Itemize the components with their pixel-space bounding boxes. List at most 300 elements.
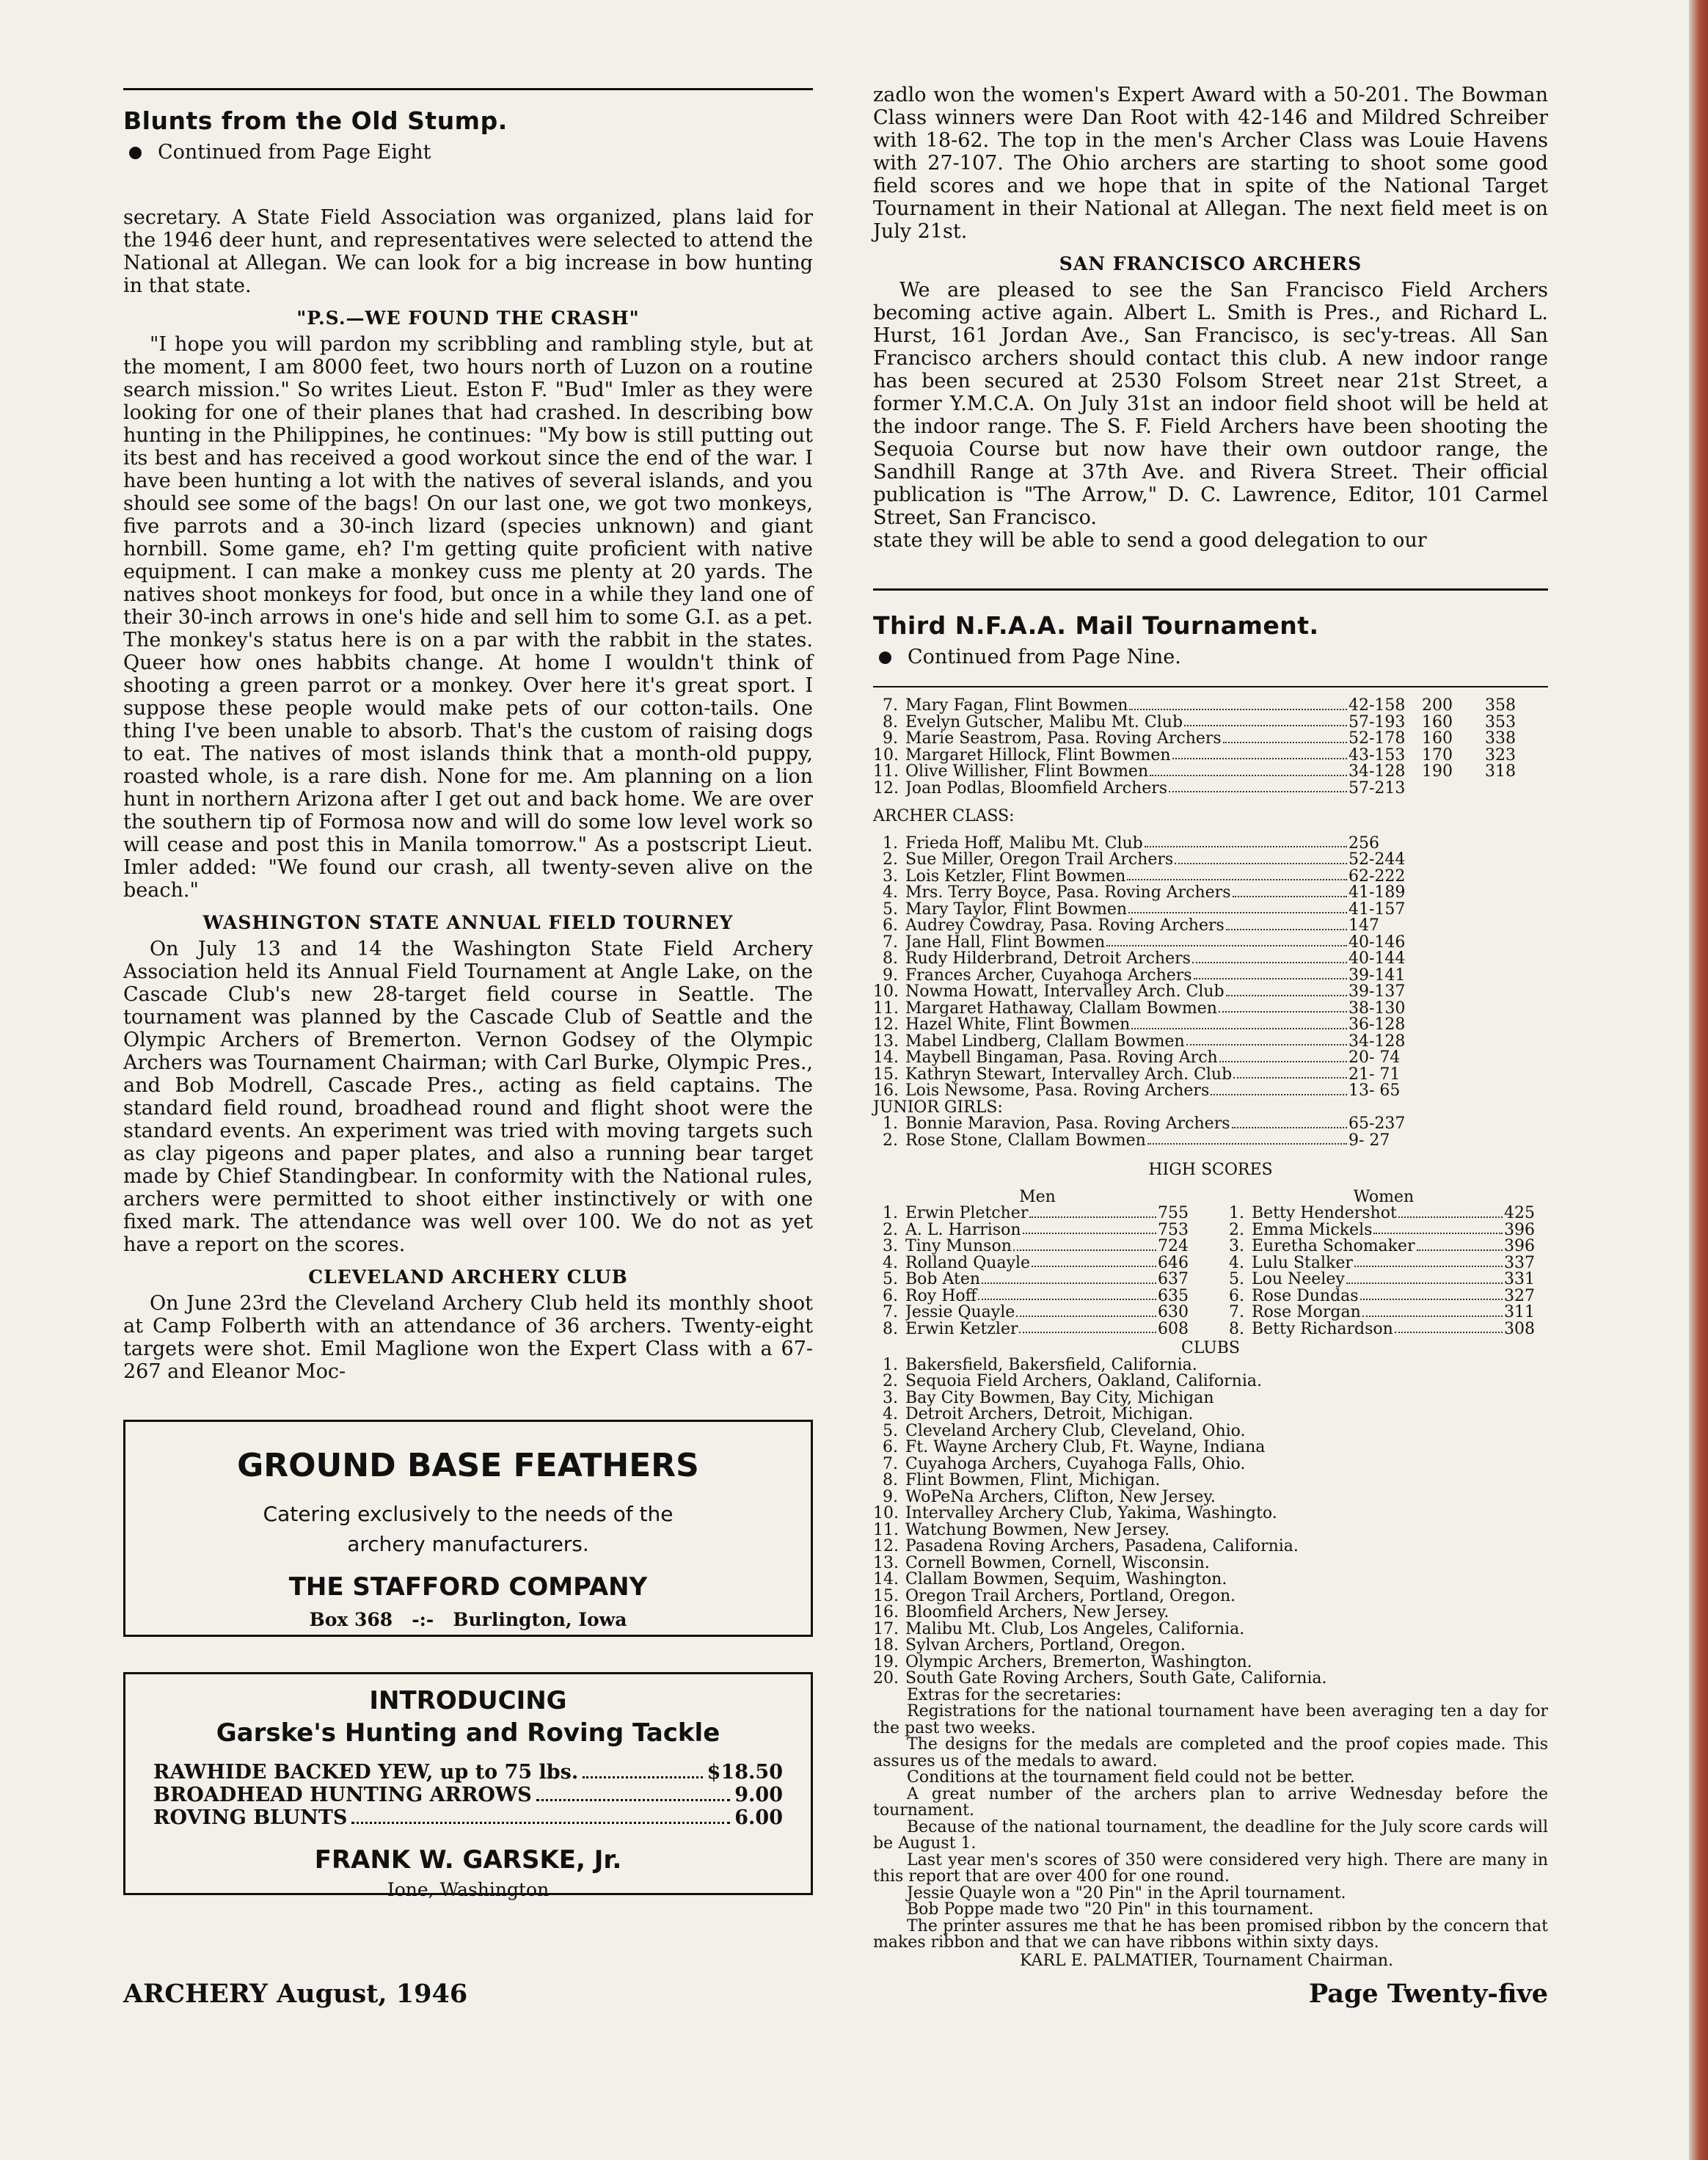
score: 39-137 xyxy=(1348,982,1406,1001)
washington-heading: WASHINGTON STATE ANNUAL FIELD TOURNEY xyxy=(202,912,734,933)
entrant xyxy=(905,1271,1158,1288)
score: 425 xyxy=(1504,1204,1535,1222)
result-row xyxy=(1219,1205,1548,1222)
result-row xyxy=(873,1133,1548,1150)
club-name: Sylvan Archers, Portland, Oregon. xyxy=(905,1636,1186,1654)
club-item xyxy=(873,1671,1548,1688)
club-item xyxy=(873,1440,1548,1456)
club-number: 11. xyxy=(873,1520,899,1539)
entrant-name: Euretha Schomaker xyxy=(1252,1238,1415,1255)
club-item xyxy=(873,1605,1548,1621)
score: 38-130 xyxy=(1348,999,1406,1018)
club-number: 17. xyxy=(873,1619,899,1638)
bullet-icon xyxy=(879,652,891,664)
entrant xyxy=(1252,1205,1504,1222)
ad2-item: ROVING BLUNTS 6.00 xyxy=(153,1806,783,1829)
entrant xyxy=(905,951,1348,968)
entrant xyxy=(905,1083,1348,1100)
result-row xyxy=(873,935,1548,952)
entrant xyxy=(905,748,1348,765)
ad2-title: INTRODUCING xyxy=(369,1686,567,1715)
blunts-continued xyxy=(129,141,813,164)
result-row xyxy=(873,1255,1202,1272)
entrant-name: Audrey Cowdray, Pasa. Roving Archers xyxy=(905,918,1225,935)
junior-girls-results xyxy=(873,1116,1548,1149)
club-name: Ft. Wayne Archery Club, Ft. Wayne, Indiana xyxy=(905,1438,1266,1456)
score: 43-153 xyxy=(1348,745,1406,765)
result-row xyxy=(873,866,1548,886)
club-number: 19. xyxy=(873,1652,899,1671)
rank: 1. xyxy=(883,1114,898,1133)
score: 635 xyxy=(1158,1286,1189,1305)
result-row xyxy=(873,1017,1548,1034)
result-row xyxy=(873,885,1548,902)
ad1-address: Box 368 -:- Burlington, Iowa xyxy=(309,1609,627,1630)
club-number: 2. xyxy=(883,1372,898,1390)
entrant xyxy=(905,1238,1158,1255)
clubs-heading: CLUBS xyxy=(1180,1339,1241,1357)
rank: 2. xyxy=(883,1220,898,1239)
entrant xyxy=(905,764,1348,781)
entrant-name: Bonnie Maravion, Pasa. Roving Archers xyxy=(905,1116,1230,1133)
club-item xyxy=(873,1621,1548,1638)
entrant-name: Margaret Hillock, Flint Bowmen xyxy=(905,747,1171,764)
club-item xyxy=(873,1390,1548,1407)
result-row xyxy=(1219,1305,1548,1321)
entrant xyxy=(905,918,1348,935)
score-total xyxy=(1485,781,1548,798)
result-row xyxy=(873,1271,1202,1288)
club-name: Cornell Bowmen, Cornell, Wisconsin. xyxy=(905,1553,1210,1572)
result-row xyxy=(873,1321,1202,1338)
sf-text: We are pleased to see the San Francisco Field Archers becoming active again. Albert L. Smith is Pres., and Richard L. Hurst, 161 Jordan Ave., San Francisco, is sec'y-treas. All San Francisco archers should contact this club. A new indoor range has been secured at 2530 Folsom Street near 21st Street, a former Y.M.C.A. On July 31st an indoor field shoot will be held at the indoor range. The S. F. Field Archers have been shooting the Sequoia Course but now have their own outdoor range, the Sandhill Range at 37th Ave. and Rivera Street. Their official publication is "The Arrow," D. C. Lawrence, Editor, 101 Carmel Street, San Francisco. xyxy=(873,279,1548,529)
result-row xyxy=(873,1288,1202,1305)
result-row xyxy=(1219,1288,1548,1305)
ad1-line2: archery manufacturers. xyxy=(347,1532,589,1556)
rank: 5. xyxy=(883,1270,898,1288)
rank: 15. xyxy=(873,1065,899,1084)
club-item xyxy=(873,1473,1548,1489)
club-name: Flint Bowmen, Flint, Michigan. xyxy=(905,1471,1161,1489)
club-item xyxy=(873,1539,1548,1555)
club-name: WoPeNa Archers, Clifton, New Jersey. xyxy=(905,1487,1216,1506)
club-name: Cuyahoga Archers, Cuyahoga Falls, Ohio. xyxy=(905,1454,1246,1473)
entrant xyxy=(905,1305,1158,1321)
club-item xyxy=(873,1423,1548,1440)
club-number: 1. xyxy=(883,1355,898,1374)
extra-note: Registrations for the national tournament have been averaging ten a day for the past two weeks. xyxy=(873,1702,1548,1737)
rank: 14. xyxy=(873,1048,899,1067)
score: 327 xyxy=(1504,1286,1535,1305)
clubs-list xyxy=(873,1357,1548,1688)
entrant-name: Erwin Pletcher xyxy=(905,1205,1029,1222)
entrant-name: Betty Hendershot xyxy=(1252,1205,1397,1222)
entrant-name: Lois Newsome, Pasa. Roving Archers xyxy=(905,1083,1210,1100)
entrant-name: Maybell Bingaman, Pasa. Roving Arch xyxy=(905,1050,1218,1067)
score: 21- 71 xyxy=(1348,1065,1401,1084)
score: 311 xyxy=(1504,1303,1535,1321)
entrant-name: Lulu Stalker xyxy=(1252,1255,1353,1271)
rank: 2. xyxy=(1229,1220,1244,1239)
rank: 12. xyxy=(873,1015,899,1034)
blunts-title: Blunts from the Old Stump. xyxy=(123,106,508,135)
result-row xyxy=(873,1034,1548,1051)
club-name: Cleveland Archery Club, Cleveland, Ohio. xyxy=(905,1421,1246,1440)
score-2: 170 xyxy=(1422,745,1453,765)
rank: 3. xyxy=(1229,1237,1244,1255)
score: 65-237 xyxy=(1348,1114,1406,1133)
entrant xyxy=(905,902,1348,919)
rank: 8. xyxy=(883,949,898,968)
score-total: 338 xyxy=(1485,729,1516,748)
result-row xyxy=(873,1001,1548,1018)
extra-note: Because of the national tournament, the deadline for the July score cards will be August 1. xyxy=(873,1817,1548,1853)
rank: 7. xyxy=(883,933,898,952)
continued-label: Continued from Page Nine. xyxy=(908,646,1181,668)
result-row xyxy=(873,1205,1202,1222)
score: 39-141 xyxy=(1348,966,1406,985)
result-row xyxy=(873,1116,1548,1133)
right-column xyxy=(873,0,1548,1969)
ad2-name: FRANK W. GARSKE, Jr. xyxy=(314,1845,622,1875)
score-total: 353 xyxy=(1485,712,1516,731)
stray-line: state they will be able to send a good delegation to our xyxy=(873,529,1427,552)
score: 331 xyxy=(1504,1270,1535,1288)
entrant xyxy=(905,968,1348,985)
result-row xyxy=(873,1305,1202,1321)
result-row xyxy=(873,712,1548,731)
entrant xyxy=(905,1255,1158,1272)
rank: 6. xyxy=(883,916,898,935)
entrant-name: Lou Neeley xyxy=(1252,1271,1345,1288)
entrant-name: Lois Ketzler, Flint Bowmen xyxy=(905,868,1126,885)
result-row xyxy=(873,1238,1202,1255)
rank: 10. xyxy=(873,982,899,1001)
entrant-name: Marie Seastrom, Pasa. Roving Archers xyxy=(905,731,1222,748)
score: 13- 65 xyxy=(1348,1081,1401,1100)
ps-text: "I hope you will pardon my scribbling and rambling style, but at the moment, I am 8000 feet, two hours north of Luzon on a routine search mission." So writes Lieut. Eston F. "Bud" Imler as they were looking for one of their planes that had crashed. In describing bow hunting in the Philippines, he continues: "My bow is still putting out its best and has received a good workout since the end of the war. I have been hunting a lot with the natives of several islands, and you should see some of the bags! On our last one, we got two monkeys, five parrots and a 30-inch lizard (species unknown) and giant hornbill. Some game, eh? I'm getting quite proficient with native equipment. I can make a monkey cuss me plenty at 20 yards. The natives shoot monkeys for food, but once in a while they land one of their 30-inch arrows in one's hide and sell him to some G.I. as a pet. The monkey's status here is on a par with the rabbit in the states. Queer how ones habbits change. At home I wouldn't think of shooting a green parrot or a monkey. Over here it's great sport. I suppose these people would make pets of our cotton-tails. One thing I've been unable to absorb. That's the custom of raising dogs to eat. The natives of most islands think that a month-old puppy, roasted whole, is a rare dish. None for me. Am planning on a lion hunt in northern Arizona after I get out and back home. We are over the southern tip of Formosa now and will do some low level work so will cease and post this in Manila tomorrow." As a postscript Lieut. Imler added: "We found our crash, all twenty-seven alive on the beach." xyxy=(123,333,813,902)
rank: 13. xyxy=(873,1032,899,1051)
entrant xyxy=(1252,1288,1504,1305)
entrant xyxy=(905,1133,1348,1150)
entrant xyxy=(905,984,1348,1001)
entrant xyxy=(1252,1321,1504,1338)
ps-heading: "P.S.—WE FOUND THE CRASH" xyxy=(296,307,640,329)
ad1-title: GROUND BASE FEATHERS xyxy=(237,1447,699,1484)
bullet-icon xyxy=(129,147,142,159)
entrant xyxy=(905,885,1348,902)
entrant-name: Tiny Munson xyxy=(905,1238,1012,1255)
score: 42-158 xyxy=(1348,696,1406,715)
mail-continued xyxy=(879,646,1548,668)
women-results xyxy=(873,698,1548,797)
result-row xyxy=(1219,1222,1548,1239)
club-item xyxy=(873,1638,1548,1654)
extra-note: Conditions at the tournament field could not be better. xyxy=(907,1768,1355,1787)
entrant-name: Evelyn Gutscher, Malibu Mt. Club xyxy=(905,714,1183,731)
extra-note: Last year men's scores of 350 were considered very high. There are many in this report that are over 400 for one round. xyxy=(873,1850,1548,1886)
score: 753 xyxy=(1158,1220,1189,1239)
entrant xyxy=(905,781,1348,798)
rank: 8. xyxy=(883,712,898,731)
entrant xyxy=(905,698,1348,715)
club-item xyxy=(873,1357,1548,1374)
club-item xyxy=(873,1654,1548,1671)
score: 40-144 xyxy=(1348,949,1406,968)
club-name: Malibu Mt. Club, Los Angeles, California. xyxy=(905,1619,1245,1638)
extra-note: A great number of the archers plan to arrive Wednesday before the tournament. xyxy=(873,1784,1548,1820)
rank: 10. xyxy=(873,745,899,765)
rank: 11. xyxy=(873,762,899,781)
club-number: 16. xyxy=(873,1603,899,1621)
rank: 5. xyxy=(883,900,898,919)
score: 608 xyxy=(1158,1319,1189,1338)
score: 630 xyxy=(1158,1303,1189,1321)
entrant-name: Olive Willisher, Flint Bowmen xyxy=(905,764,1149,781)
result-row xyxy=(873,984,1548,1001)
result-row xyxy=(873,1222,1202,1239)
score: 62-222 xyxy=(1348,866,1406,886)
score: 40-146 xyxy=(1348,933,1406,952)
club-number: 4. xyxy=(883,1405,898,1423)
entrant-name: Jessie Quayle xyxy=(905,1305,1015,1321)
entrant-name: Joan Podlas, Bloomfield Archers xyxy=(905,780,1168,797)
rank: 16. xyxy=(873,1081,899,1100)
rank: 9. xyxy=(883,966,898,985)
entrant xyxy=(905,731,1348,748)
rank: 3. xyxy=(883,866,898,886)
entrant-name: Roy Hoff xyxy=(905,1288,977,1305)
entrant xyxy=(905,1288,1158,1305)
rank: 1. xyxy=(883,833,898,853)
entrant-name: A. L. Harrison xyxy=(905,1222,1021,1238)
rank: 4. xyxy=(883,1253,898,1272)
score-total: 323 xyxy=(1485,745,1516,765)
score: 308 xyxy=(1504,1319,1535,1338)
club-number: 7. xyxy=(883,1454,898,1473)
rank: 6. xyxy=(883,1286,898,1305)
cleveland-heading: CLEVELAND ARCHERY CLUB xyxy=(308,1266,628,1288)
score: 256 xyxy=(1348,833,1379,853)
entrant xyxy=(1252,1271,1504,1288)
entrant-name: Frances Archer, Cuyahoga Archers xyxy=(905,967,1192,984)
washington-text: On July 13 and 14 the Washington State Field Archery Association held its Annual Field Tournament at Angle Lake, on the Cascade Club's new 28-target field course in Seattle. The tournament was planned by the Cascade Club of Seattle and the Olympic Archers of Bremerton. Vernon Godsey of the Olympic Archers was Tournament Chairman; with Carl Burke, Olympic Pres., and Bob Modrell, Cascade Pres., acting as field captains. The standard field round, broadhead round and flight shoot were the standard events. An experiment was tried with moving targets such as clay pigeons and paper plates, and also a running bear target made by Chief Standingbear. In conformity with the National rules, archers were permitted to shoot either instinctively or with one fixed mark. The attendance was well over 100. We do not as yet have a report on the scores. xyxy=(123,938,813,1256)
mail-title: Third N.F.A.A. Mail Tournament. xyxy=(873,611,1319,640)
entrant-name: Mabel Lindberg, Clallam Bowmen xyxy=(905,1033,1185,1050)
score: 36-128 xyxy=(1348,1015,1406,1034)
junior-heading: JUNIOR GIRLS: xyxy=(873,1098,1003,1117)
sf-heading: SAN FRANCISCO ARCHERS xyxy=(1059,253,1362,274)
high-scores xyxy=(873,1189,1548,1338)
entrant xyxy=(905,1222,1158,1239)
entrant xyxy=(1252,1238,1504,1255)
entrant-name: Betty Richardson xyxy=(1252,1321,1393,1338)
club-number: 5. xyxy=(883,1421,898,1440)
entrant-name: Bob Aten xyxy=(905,1271,981,1288)
result-row xyxy=(1219,1271,1548,1288)
entrant-name: Kathryn Stewart, Intervalley Arch. Club xyxy=(905,1066,1233,1083)
score: 57-193 xyxy=(1348,712,1406,731)
entrant-name: Erwin Ketzler xyxy=(905,1321,1018,1338)
score: 20- 74 xyxy=(1348,1048,1401,1067)
section-rule xyxy=(873,588,1548,591)
rank: 1. xyxy=(883,1204,898,1222)
score: 34-128 xyxy=(1348,762,1406,781)
entrant xyxy=(1252,1305,1504,1321)
ad1-line1: Catering exclusively to the needs of the xyxy=(263,1502,674,1526)
result-row xyxy=(873,833,1548,853)
club-name: Clallam Bowmen, Sequim, Washington. xyxy=(905,1570,1227,1588)
score: 41-157 xyxy=(1348,900,1406,919)
entrant-name: Mrs. Terry Boyce, Pasa. Roving Archers xyxy=(905,885,1231,902)
score: 147 xyxy=(1348,916,1379,935)
extra-note: Bob Poppe made two "20 Pin" in this tournament. xyxy=(907,1900,1314,1919)
score: 396 xyxy=(1504,1220,1535,1239)
ad2-subtitle: Garske's Hunting and Roving Tackle xyxy=(216,1718,720,1748)
club-item xyxy=(873,1506,1548,1522)
cleveland-text: On June 23rd the Cleveland Archery Club held its monthly shoot at Camp Folberth with an attendance of 36 archers. Twenty-eight targets were shot. Emil Maglione won the Expert Class with a 67-267 and Eleanor Moc- xyxy=(123,1292,813,1383)
rank: 8. xyxy=(883,1319,898,1338)
ad1-company: THE STAFFORD COMPANY xyxy=(288,1572,648,1602)
result-row xyxy=(873,745,1548,765)
archer-heading: ARCHER CLASS: xyxy=(873,807,1015,825)
club-name: Pasadena Roving Archers, Pasadena, California. xyxy=(905,1537,1299,1555)
club-name: Watchung Bowmen, New Jersey. xyxy=(905,1520,1170,1539)
rank: 4. xyxy=(1229,1253,1244,1272)
rank: 2. xyxy=(883,1131,898,1150)
rank: 7. xyxy=(883,696,898,715)
score: 57-213 xyxy=(1348,778,1406,798)
club-item xyxy=(873,1522,1548,1539)
result-row xyxy=(873,778,1548,798)
page-edge xyxy=(1689,0,1708,2160)
score: 646 xyxy=(1158,1253,1189,1272)
men-scores xyxy=(873,1189,1202,1338)
score-2: 190 xyxy=(1422,762,1453,781)
entrant-name: Rudy Hilderbrand, Detroit Archers xyxy=(905,951,1191,968)
club-name: South Gate Roving Archers, South Gate, California. xyxy=(905,1669,1327,1688)
rank: 6. xyxy=(1229,1286,1244,1305)
rank: 11. xyxy=(873,999,899,1018)
club-number: 13. xyxy=(873,1553,899,1572)
rank: 1. xyxy=(1229,1204,1244,1222)
result-row xyxy=(873,902,1548,919)
rank: 12. xyxy=(873,778,899,798)
club-number: 3. xyxy=(883,1388,898,1407)
entrant-name: Hazel White, Flint Bowmen xyxy=(905,1017,1131,1034)
club-item xyxy=(873,1555,1548,1572)
extra-note: Jessie Quayle won a "20 Pin" in the April tournament. xyxy=(907,1883,1346,1902)
ground-base-feathers-ad xyxy=(123,1420,813,1637)
score: 34-128 xyxy=(1348,1032,1406,1051)
club-number: 9. xyxy=(883,1487,898,1506)
entrant xyxy=(1252,1222,1504,1239)
result-row xyxy=(873,764,1548,781)
rank: 4. xyxy=(883,883,898,902)
rank: 8. xyxy=(1229,1319,1244,1338)
score-2: 200 xyxy=(1422,696,1453,715)
score: 337 xyxy=(1504,1253,1535,1272)
entrant xyxy=(905,1116,1348,1133)
rank: 9. xyxy=(883,729,898,748)
club-item xyxy=(873,1406,1548,1423)
continued-label: Continued from Page Eight xyxy=(158,141,431,164)
club-number: 20. xyxy=(873,1669,899,1688)
entrant xyxy=(1252,1255,1504,1272)
extra-note: The designs for the medals are completed and the proof copies made. This assures us of the medals to award. xyxy=(873,1735,1548,1770)
entrant xyxy=(905,836,1348,853)
entrant xyxy=(905,1050,1348,1067)
score: 52-244 xyxy=(1348,850,1406,869)
entrant xyxy=(905,935,1348,952)
archer-class-results xyxy=(873,833,1548,1100)
result-row xyxy=(873,1083,1548,1100)
result-row xyxy=(1219,1238,1548,1255)
club-name: Bloomfield Archers, New Jersey. xyxy=(905,1603,1169,1621)
high-scores-heading: HIGH SCORES xyxy=(1148,1161,1273,1179)
ad2-item: BROADHEAD HUNTING ARROWS 9.00 xyxy=(153,1784,783,1806)
club-item xyxy=(873,1572,1548,1588)
result-row xyxy=(873,951,1548,968)
result-row xyxy=(1219,1321,1548,1338)
score: 41-189 xyxy=(1348,883,1406,902)
score: 396 xyxy=(1504,1237,1535,1255)
entrant xyxy=(905,1034,1348,1051)
club-item xyxy=(873,1489,1548,1506)
score: 755 xyxy=(1158,1204,1189,1222)
club-number: 15. xyxy=(873,1586,899,1605)
entrant-name: Rose Morgan xyxy=(1252,1305,1361,1321)
result-row xyxy=(873,731,1548,748)
club-number: 6. xyxy=(883,1438,898,1456)
entrant xyxy=(905,1001,1348,1018)
blunts-intro: secretary. A State Field Association was organized, plans laid for the 1946 deer hunt, and representatives were selected to attend the National at Allegan. We can look for a big increase in bow hunting in that state. xyxy=(123,206,813,297)
extra-note: The printer assures me that he has been promised ribbon by the concern that makes ribbon and that we can have ribbons within sixty days. xyxy=(873,1916,1548,1952)
entrant xyxy=(905,852,1348,869)
ad2-place: Ione, Washington xyxy=(387,1879,550,1900)
club-name: Oregon Trail Archers, Portland, Oregon. xyxy=(905,1586,1236,1605)
entrant xyxy=(905,869,1348,886)
section-rule xyxy=(123,88,813,90)
club-number: 12. xyxy=(873,1537,899,1555)
entrant-name: Margaret Hathaway, Clallam Bowmen xyxy=(905,1000,1217,1017)
garske-tackle-ad xyxy=(123,1672,813,1900)
rank: 3. xyxy=(883,1237,898,1255)
rank: 7. xyxy=(1229,1303,1244,1321)
result-row xyxy=(873,968,1548,985)
club-number: 10. xyxy=(873,1504,899,1522)
women-heading: Women xyxy=(1353,1187,1415,1206)
extras-heading: Extras for the secretaries: xyxy=(907,1685,1122,1704)
entrant-name: Rolland Quayle xyxy=(905,1255,1031,1271)
entrant-name: Nowma Howatt, Intervalley Arch. Club xyxy=(905,984,1225,1001)
score: 637 xyxy=(1158,1270,1189,1288)
score-2: 160 xyxy=(1422,712,1453,731)
entrant-name: Mary Taylor, Flint Bowmen xyxy=(905,901,1128,918)
club-name: Sequoia Field Archers, Oakland, California. xyxy=(905,1372,1262,1390)
result-row xyxy=(873,698,1548,715)
entrant-name: Jane Hall, Flint Bowmen xyxy=(905,934,1106,951)
club-item xyxy=(873,1373,1548,1390)
result-row xyxy=(873,918,1548,935)
club-name: Olympic Archers, Bremerton, Washington. xyxy=(905,1652,1252,1671)
score: 52-178 xyxy=(1348,729,1406,748)
entrant xyxy=(905,1321,1158,1338)
rank: 5. xyxy=(1229,1270,1244,1288)
club-name: Bakersfield, Bakersfield, California. xyxy=(905,1355,1197,1374)
entrant-name: Frieda Hoff, Malibu Mt. Club xyxy=(905,835,1143,852)
club-name: Bay City Bowmen, Bay City, Michigan xyxy=(905,1388,1214,1407)
